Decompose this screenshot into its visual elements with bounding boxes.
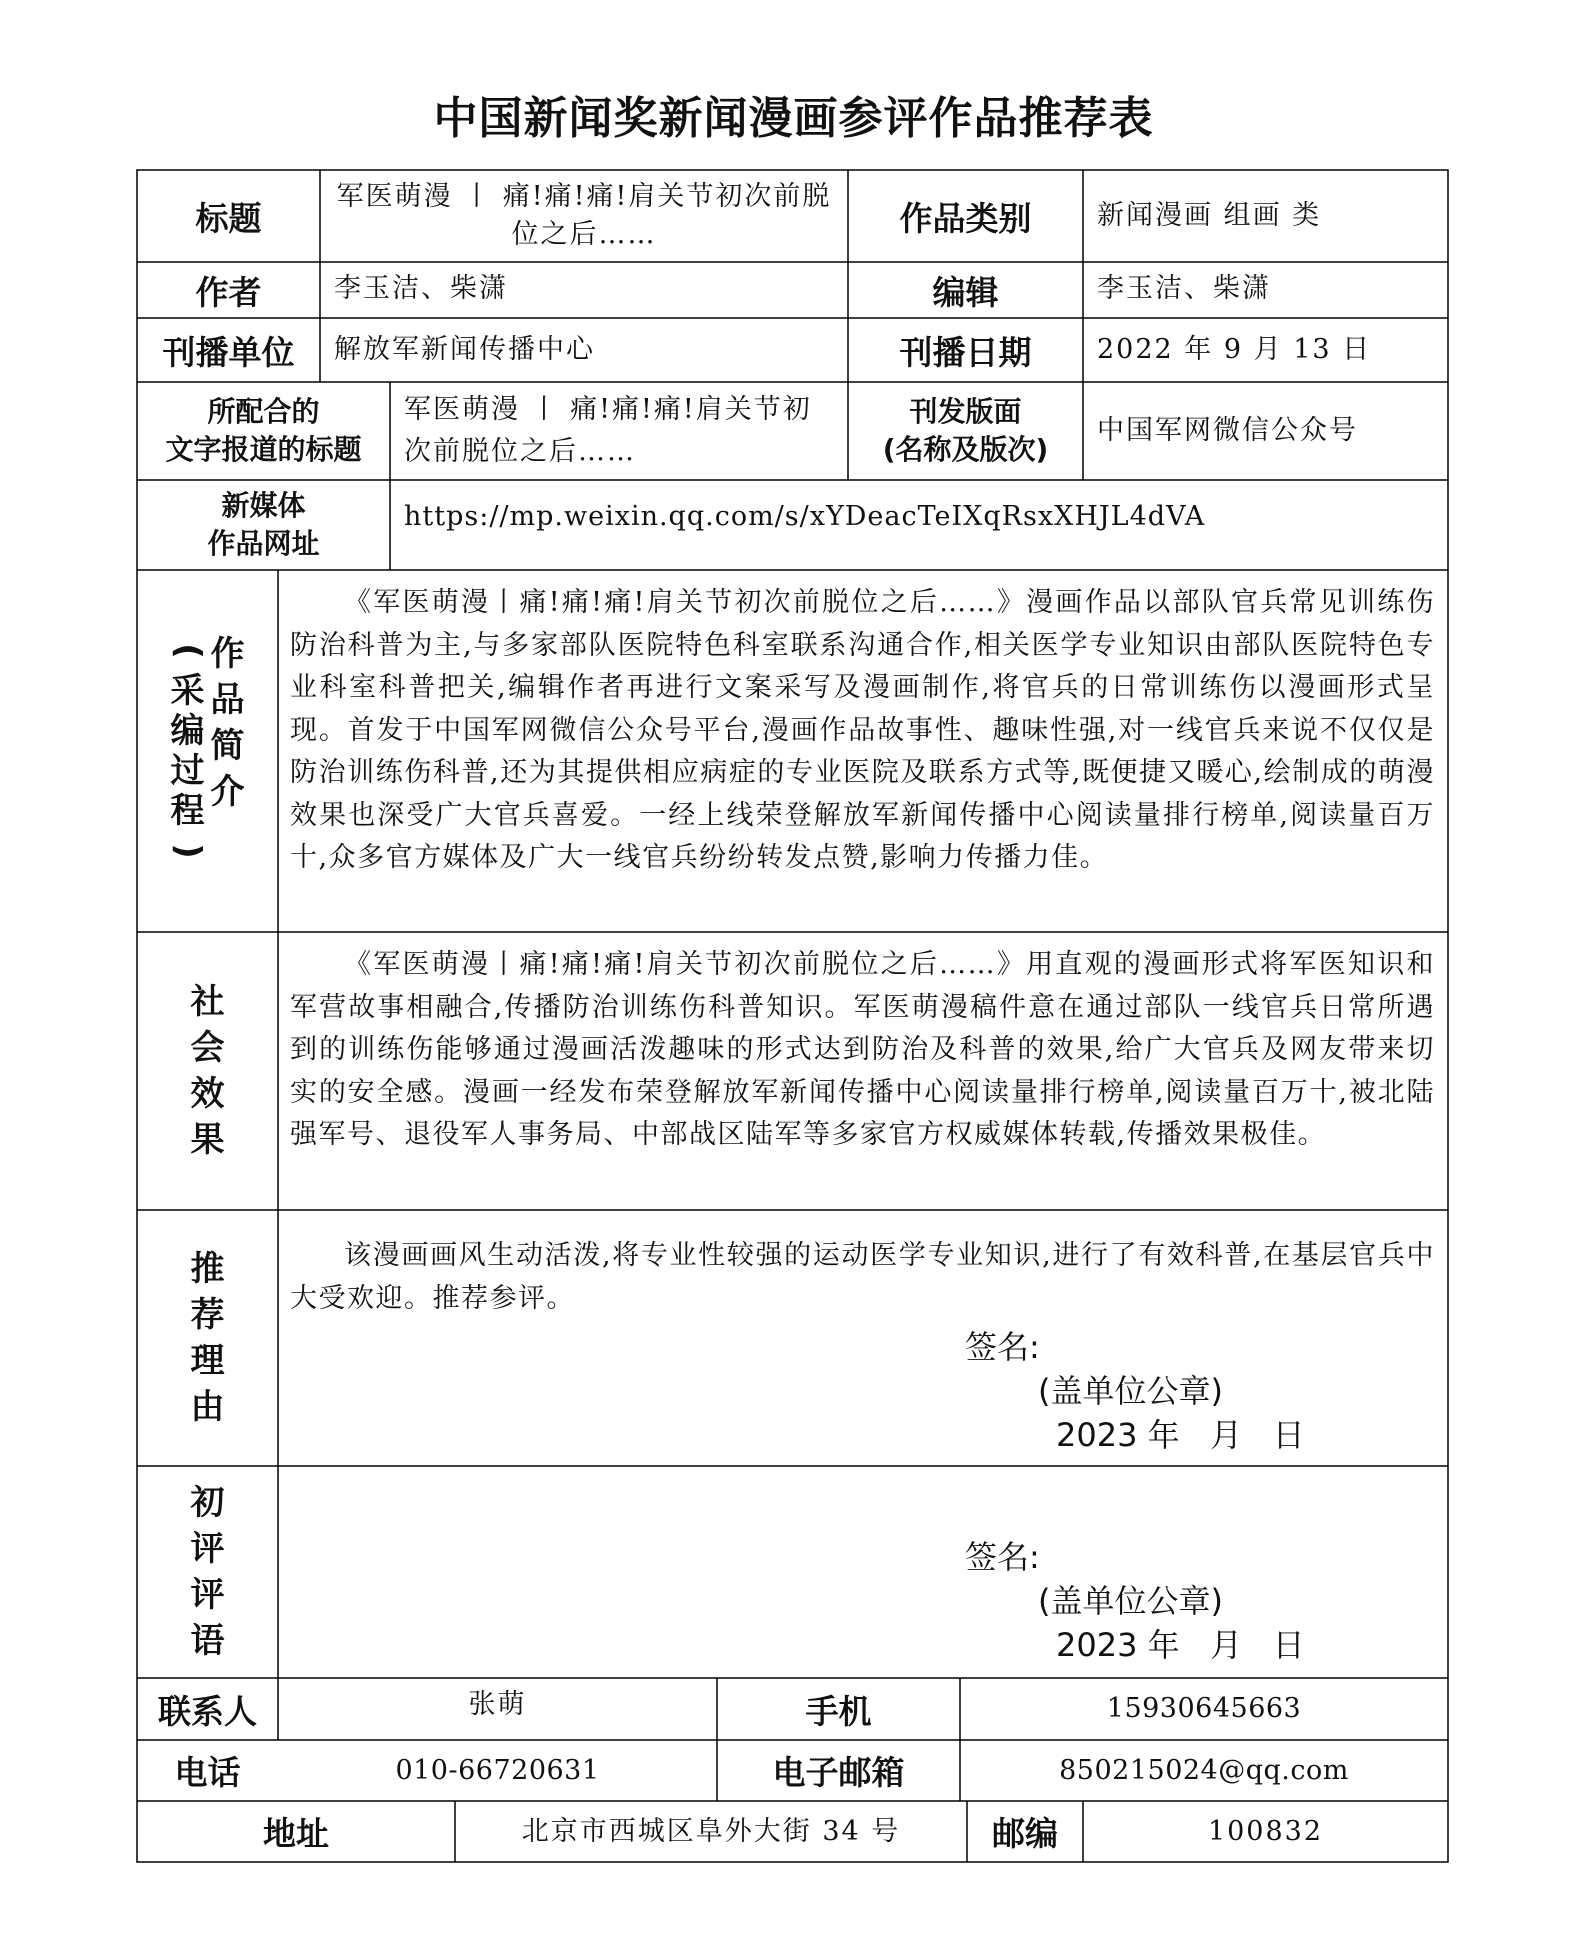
- intro-text: 《军医萌漫丨痛!痛!痛!肩关节初次前脱位之后……》漫画作品以部队官兵常见训练伤防治科普为主,与多家部队医院特色科室联系沟通合作,相关医学专业知识由部队医院特色专业科室科普把关,编辑作者再进行文案采写及漫画制作,将官兵的日常训练伤以漫画形式呈现。首发于中国军网微信公众号平台,漫画作品故事性、趣味性强,对一线官兵来说不仅仅是防治训练伤科普,还为其提供相应病症的专业医院及联系方式等,既便捷又暖心,绘制成的萌漫效果也深受广大官兵喜爱。一经上线荣登解放军新闻传播中心阅读量排行榜单,阅读量百万十,众多官方媒体及广大一线官兵纷纷转发点赞,影响力传播力佳。: [290, 587, 1435, 873]
- reason-char: 由: [190, 1387, 225, 1427]
- review-date: 2023 年 月 日: [1056, 1626, 1305, 1664]
- review-char: 初: [190, 1483, 225, 1523]
- reason-date: 2023 年 月 日: [1056, 1416, 1305, 1454]
- title-value: 军医萌漫 丨 痛!痛!痛!肩关节初次前脱位之后……: [336, 181, 832, 250]
- intro-sub-char: 程: [170, 791, 205, 831]
- intro-sub-char: 编: [170, 711, 205, 751]
- postcode-label: 邮编: [992, 1814, 1058, 1853]
- review-char: 评: [190, 1575, 225, 1615]
- page-label-line2: (名称及版次): [882, 433, 1049, 466]
- related-title-label-line1: 所配合的: [207, 395, 320, 428]
- effect-char: 效: [190, 1074, 225, 1114]
- publish-date-value: 2022 年 9 月 13 日: [1097, 334, 1372, 365]
- effect-label: [137, 932, 278, 1210]
- page-title: 中国新闻奖新闻漫画参评作品推荐表: [433, 93, 1154, 144]
- url-label: [137, 480, 390, 570]
- effect-char: 社: [190, 982, 225, 1022]
- related-title-label: [137, 382, 390, 480]
- mobile-label: 手机: [805, 1691, 872, 1731]
- related-title-value: 军医萌漫 丨 痛!痛!痛!肩关节初次前脱位之后……: [404, 394, 812, 467]
- author-value: 李玉洁、柴潇: [334, 273, 508, 304]
- intro-label-sub: [167, 631, 208, 871]
- email-value[interactable]: 850215024@qq.com: [1059, 1754, 1349, 1786]
- intro-sub-char: 过: [170, 751, 205, 791]
- review-char: 语: [190, 1621, 225, 1661]
- reason-char: 荐: [190, 1295, 225, 1335]
- review-label: [137, 1466, 278, 1678]
- intro-char: 简: [210, 726, 245, 766]
- reason-char: 理: [190, 1341, 225, 1381]
- contact-label: 联系人: [158, 1691, 257, 1731]
- category-label: 作品类别: [899, 198, 1032, 238]
- author-label: 作者: [195, 272, 262, 312]
- reason-text: 该漫画画风生动活泼,将专业性较强的运动医学专业知识,进行了有效科普,在基层官兵中大受欢迎。推荐参评。: [290, 1240, 1435, 1314]
- mobile-value: 15930645663: [1106, 1693, 1302, 1724]
- intro-char: 品: [210, 680, 245, 720]
- effect-char: 会: [190, 1028, 225, 1068]
- effect-char: 果: [190, 1120, 225, 1160]
- url-label-line1: 新媒体: [221, 489, 306, 522]
- intro-sub-char: ): [167, 843, 208, 859]
- contact-value: 张萌: [468, 1689, 527, 1720]
- address-label: 地址: [263, 1814, 329, 1853]
- phone-label: 电话: [174, 1753, 241, 1792]
- intro-sub-char: (: [167, 643, 208, 659]
- effect-text: 《军医萌漫丨痛!痛!痛!肩关节初次前脱位之后……》用直观的漫画形式将军医知识和军营故事相融合,传播防治训练伤科普知识。军医萌漫稿件意在通过部队一线官兵日常所遇到的训练伤能够通过漫画活泼趣味的形式达到防治及科普的效果,给广大官兵及网友带来切实的安全感。漫画一经发布荣登解放军新闻传播中心阅读量排行榜单,阅读量百万十,被北陆强军号、退役军人事务局、中部战区陆军等多家官方权威媒体转载,传播效果极佳。: [290, 949, 1435, 1150]
- reason-sign: 签名:: [965, 1328, 1040, 1366]
- reason-char: 推: [190, 1249, 225, 1289]
- intro-char: 介: [210, 772, 245, 812]
- editor-value: 李玉洁、柴潇: [1097, 273, 1271, 304]
- page-value: 中国军网微信公众号: [1097, 415, 1358, 446]
- review-char: 评: [190, 1529, 225, 1569]
- page-label: [848, 382, 1083, 480]
- address-value: 北京市西城区阜外大街 34 号: [521, 1815, 901, 1847]
- title-label: 标题: [195, 198, 262, 238]
- postcode-value: 100832: [1207, 1815, 1324, 1847]
- review-sign: 签名:: [965, 1538, 1040, 1576]
- intro-label: [137, 570, 278, 932]
- reason-seal: (盖单位公章): [1038, 1372, 1223, 1410]
- category-value: 新闻漫画 组画 类: [1097, 200, 1322, 231]
- intro-label-main: [211, 631, 245, 871]
- url-label-line2: 作品网址: [207, 527, 320, 560]
- intro-sub-char: 采: [170, 671, 205, 711]
- publish-date-label: 刊播日期: [899, 332, 1032, 372]
- phone-value: 010-66720631: [395, 1754, 600, 1786]
- intro-char: 作: [210, 634, 245, 674]
- editor-label: 编辑: [932, 272, 999, 312]
- publisher-value: 解放军新闻传播中心: [334, 334, 595, 365]
- related-title-label-line2: 文字报道的标题: [165, 433, 362, 466]
- email-label: 电子邮箱: [772, 1753, 905, 1792]
- reason-label: [137, 1210, 278, 1466]
- url-value[interactable]: https://mp.weixin.qq.com/s/xYDeacTeIXqRsxXHJL4dVA: [404, 501, 1206, 532]
- publisher-label: 刊播单位: [162, 332, 295, 372]
- review-seal: (盖单位公章): [1038, 1582, 1223, 1620]
- page-label-line1: 刊发版面: [909, 395, 1022, 428]
